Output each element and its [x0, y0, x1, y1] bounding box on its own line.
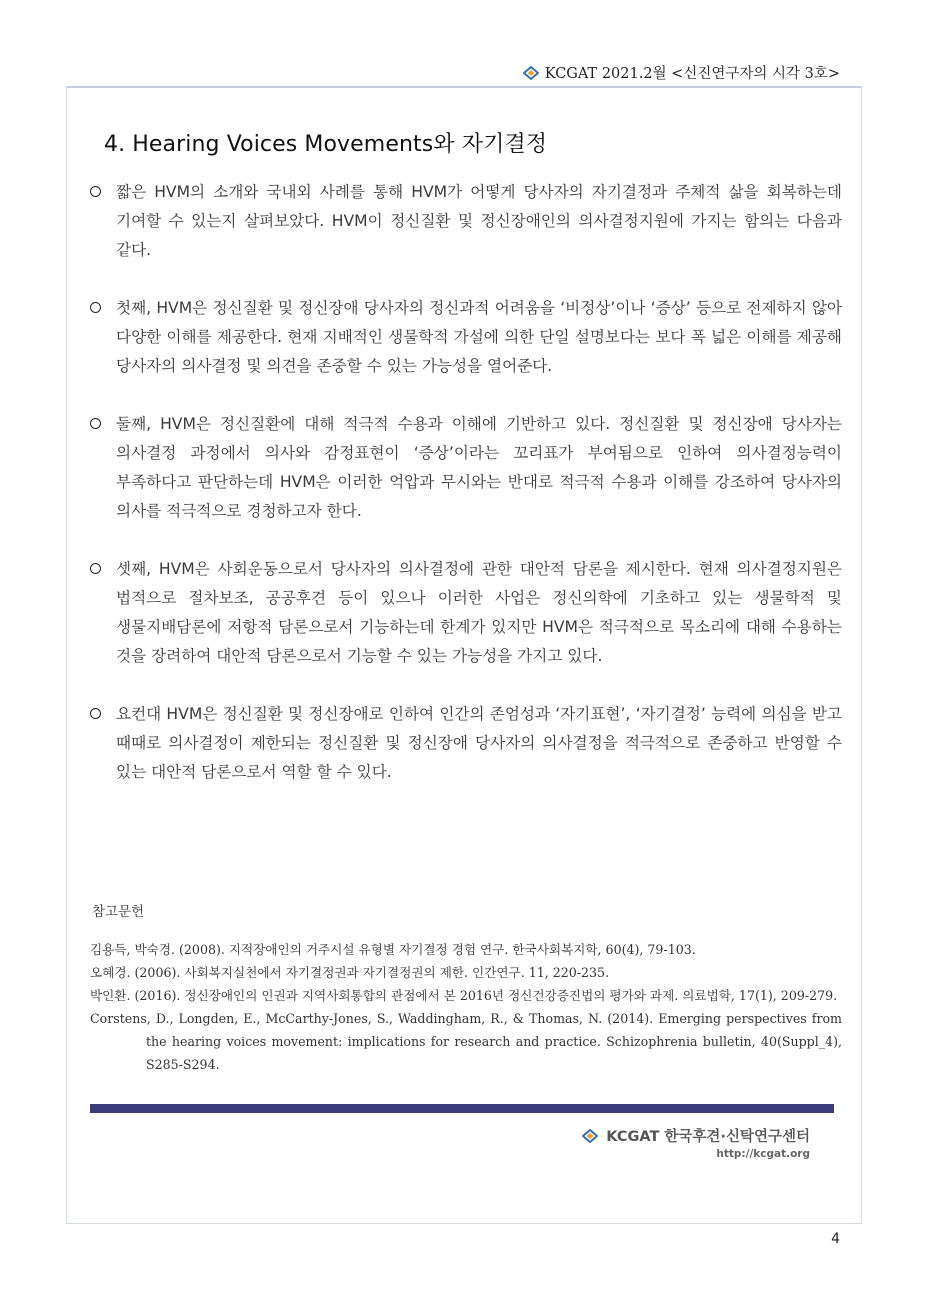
bullet-item [90, 178, 842, 265]
circle-bullet-icon [90, 186, 101, 197]
circle-bullet-icon [90, 302, 101, 313]
kcgat-diamond-logo-icon [523, 66, 539, 80]
bullet-list [90, 178, 842, 816]
references-list [90, 938, 842, 1076]
circle-bullet-icon [90, 708, 101, 719]
section-title: 4. Hearing Voices Movements와 자기결정 [104, 132, 548, 157]
footer-logo [582, 1125, 810, 1146]
bullet-item [90, 410, 842, 526]
bullet-text: 둘째, HVM은 정신질환에 대해 적극적 수용과 이해에 기반하고 있다. 정신질환 및 정신장애 당사자는 의사결정 과정에서 의사와 감정표현이 ‘증상’이라는 꼬리표가 부여됨으로 인하여 의사결정능력이 부족하다고 판단하는데 HVM은 이러한 억압과 무시와는 반대로 적극적 수용과 이해를 강조하여 당사자의 의사를 적극적으로 경청하고자 한다. [116, 415, 842, 520]
footer-url: http://kcgat.org [716, 1148, 810, 1160]
bullet-text: 요컨대 HVM은 정신질환 및 정신장애로 인하여 인간의 존엄성과 ‘자기표현’, ‘자기결정’ 능력에 의심을 받고 때때로 의사결정이 제한되는 정신질환 및 정신장애 당사자의 의사결정을 적극적으로 존중하고 반영할 수 있는 대안적 담론으로서 역할 할 수 있다. [116, 705, 843, 781]
footer-org-name: KCGAT 한국후견·신탁연구센터 [606, 1129, 810, 1145]
reference-item: Corstens, D., Longden, E., McCarthy-Jones, S., Waddingham, R., & Thomas, N. (2014). Emerging perspectives from the hearing voices movement: implications for research and practice. Schizophrenia bulletin, 40(Suppl_4), S285-S294. [90, 1011, 842, 1072]
circle-bullet-icon [90, 563, 101, 574]
bullet-item [90, 294, 842, 381]
page-header [523, 62, 840, 83]
bullet-text: 첫째, HVM은 정신질환 및 정신장애 당사자의 정신과적 어려움을 ‘비정상’이나 ‘증상’ 등으로 전제하지 않아 다양한 이해를 제공한다. 현재 지배적인 생물학적 가설에 의한 단일 설명보다는 보다 폭 넓은 이해를 제공해 당사자의 의사결정 및 의견을 존중할 수 있는 가능성을 열어준다. [116, 299, 843, 375]
bullet-item [90, 555, 842, 671]
bullet-text: 짧은 HVM의 소개와 국내외 사례를 통해 HVM가 어떻게 당사자의 자기결정과 주체적 삶을 회복하는데 기여할 수 있는지 살펴보았다. HVM이 정신질환 및 정신장애인의 의사결정지원에 가지는 함의는 다음과 같다. [116, 183, 842, 259]
reference-item: 박인환. (2016). 정신장애인의 인권과 지역사회통합의 관점에서 본 2016년 정신건강증진법의 평가와 과제. 의료법학, 17(1), 209-279. [90, 988, 838, 1003]
references-title: 참고문헌 [92, 904, 145, 920]
bullet-text: 셋째, HVM은 사회운동으로서 당사자의 의사결정에 관한 대안적 담론을 제시한다. 현재 의사결정지원은 법적으로 절차보조, 공공후견 등이 있으나 이러한 사업은 정신의학에 기초하고 있는 생물학적 및 생물지배담론에 저항적 담론으로서 기능하는데 한계가 있지만 HVM은 적극적으로 목소리에 대해 수용하는 것을 장려하여 대안적 담론으로서 기능할 수 있는 가능성을 가지고 있다. [116, 560, 842, 665]
kcgat-diamond-logo-icon [582, 1129, 598, 1143]
circle-bullet-icon [90, 418, 101, 429]
bullet-item [90, 700, 842, 787]
header-text: KCGAT 2021.2월 <신진연구자의 시각 3호> [544, 66, 840, 82]
reference-item: 오혜경. (2006). 사회복지실천에서 자기결정권과 자기결정권의 제한. 인간연구. 11, 220-235. [90, 965, 610, 980]
reference-item: 김용득, 박숙경. (2008). 지적장애인의 거주시설 유형별 자기결정 경험 연구. 한국사회복지학, 60(4), 79-103. [90, 942, 696, 957]
footer-divider-bar [90, 1104, 834, 1113]
page-number: 4 [831, 1231, 840, 1247]
